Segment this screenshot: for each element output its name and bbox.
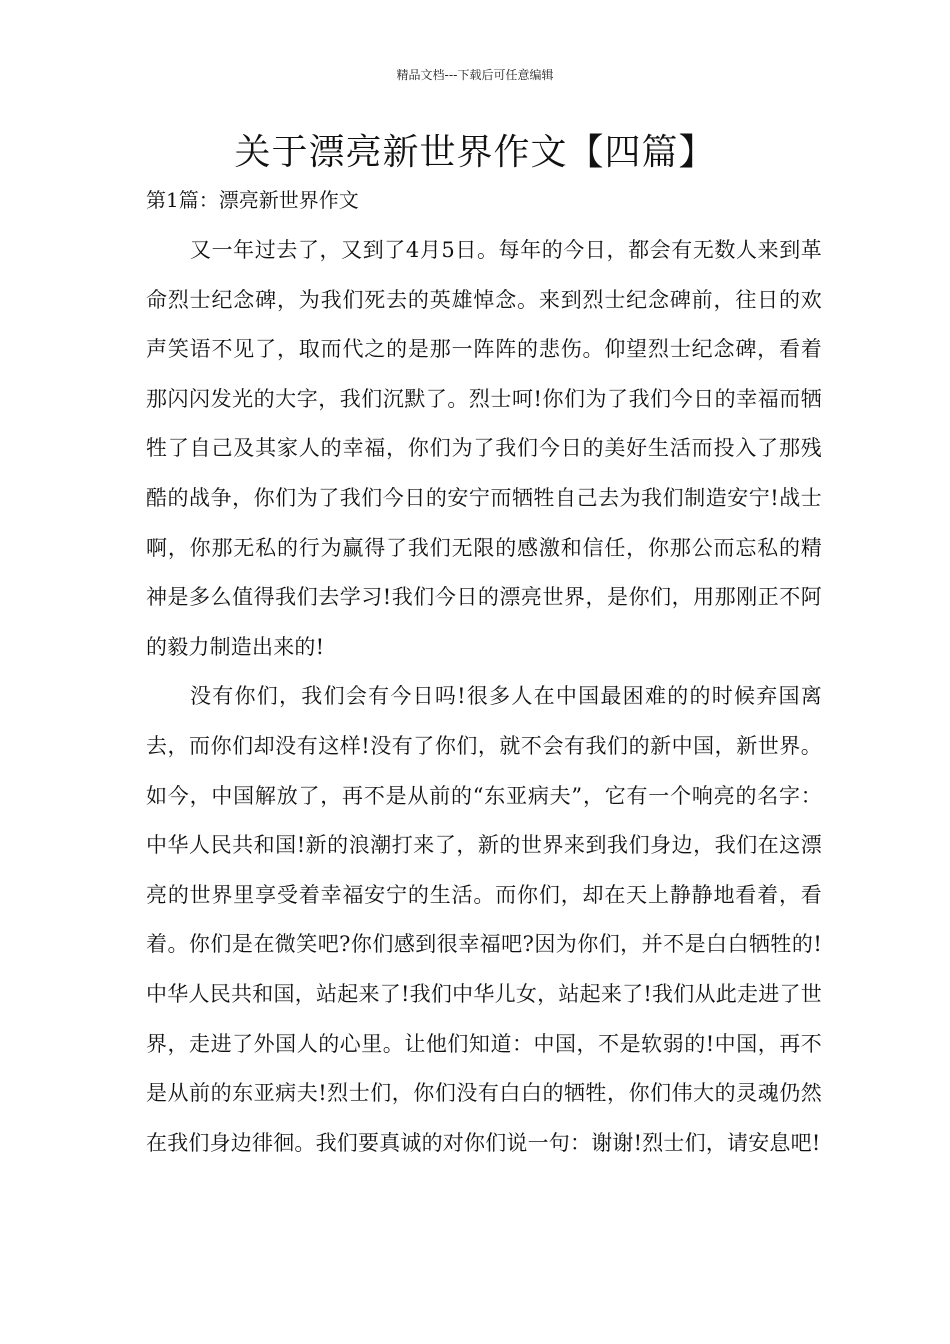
header-note: 精品文档---下载后可任意编辑 xyxy=(396,68,554,82)
paragraph-1: 又一年过去了，又到了4月5日。每年的今日，都会有无数人来到革命烈士纪念碑，为我们死去的英雄悼念。来到烈士纪念碑前，往日的欢声笑语不见了，取而代之的是那一阵阵的悲伤。仰望烈士纪念碑，看着那闪闪发光的大字，我们沉默了。烈士呵!你们为了我们今日的幸福而牺牲了自己及其家人的幸福，你们为了我们今日的美好生活而投入了那残酷的战争，你们为了我们今日的安宁而牺牲自己去为我们制造安宁!战士啊，你那无私的行为赢得了我们无限的感激和信任，你那公而忘私的精神是多么值得我们去学习!我们今日的漂亮世界，是你们，用那刚正不阿的毅力制造出来的! xyxy=(146,238,822,659)
section-heading: 第1篇：漂亮新世界作文 xyxy=(146,188,359,212)
paragraph-2: 没有你们，我们会有今日吗!很多人在中国最困难的的时候弃国离去，而你们却没有这样!没有了你们，就不会有我们的新中国，新世界。如今，中国解放了，再不是从前的“东亚病夫”，它有一个响亮的名字：中华人民共和国!新的浪潮打来了，新的世界来到我们身边，我们在这漂亮的世界里享受着幸福安宁的生活。而你们，却在天上静静地看着，看着。你们是在微笑吧?你们感到很幸福吧?因为你们，并不是白白牺牲的!中华人民共和国，站起来了!我们中华儿女，站起来了!我们从此走进了世界，走进了外国人的心里。让他们知道：中国，不是软弱的!中国，再不是从前的东亚病夫!烈士们，你们没有白白的牺牲，你们伟大的灵魂仍然在我们身边徘徊。我们要真诚的对你们说一句：谢谢!烈士们，请安息吧! xyxy=(146,684,822,1155)
document-title: 关于漂亮新世界作文【四篇】 xyxy=(234,132,716,173)
essay-body xyxy=(146,226,822,1168)
